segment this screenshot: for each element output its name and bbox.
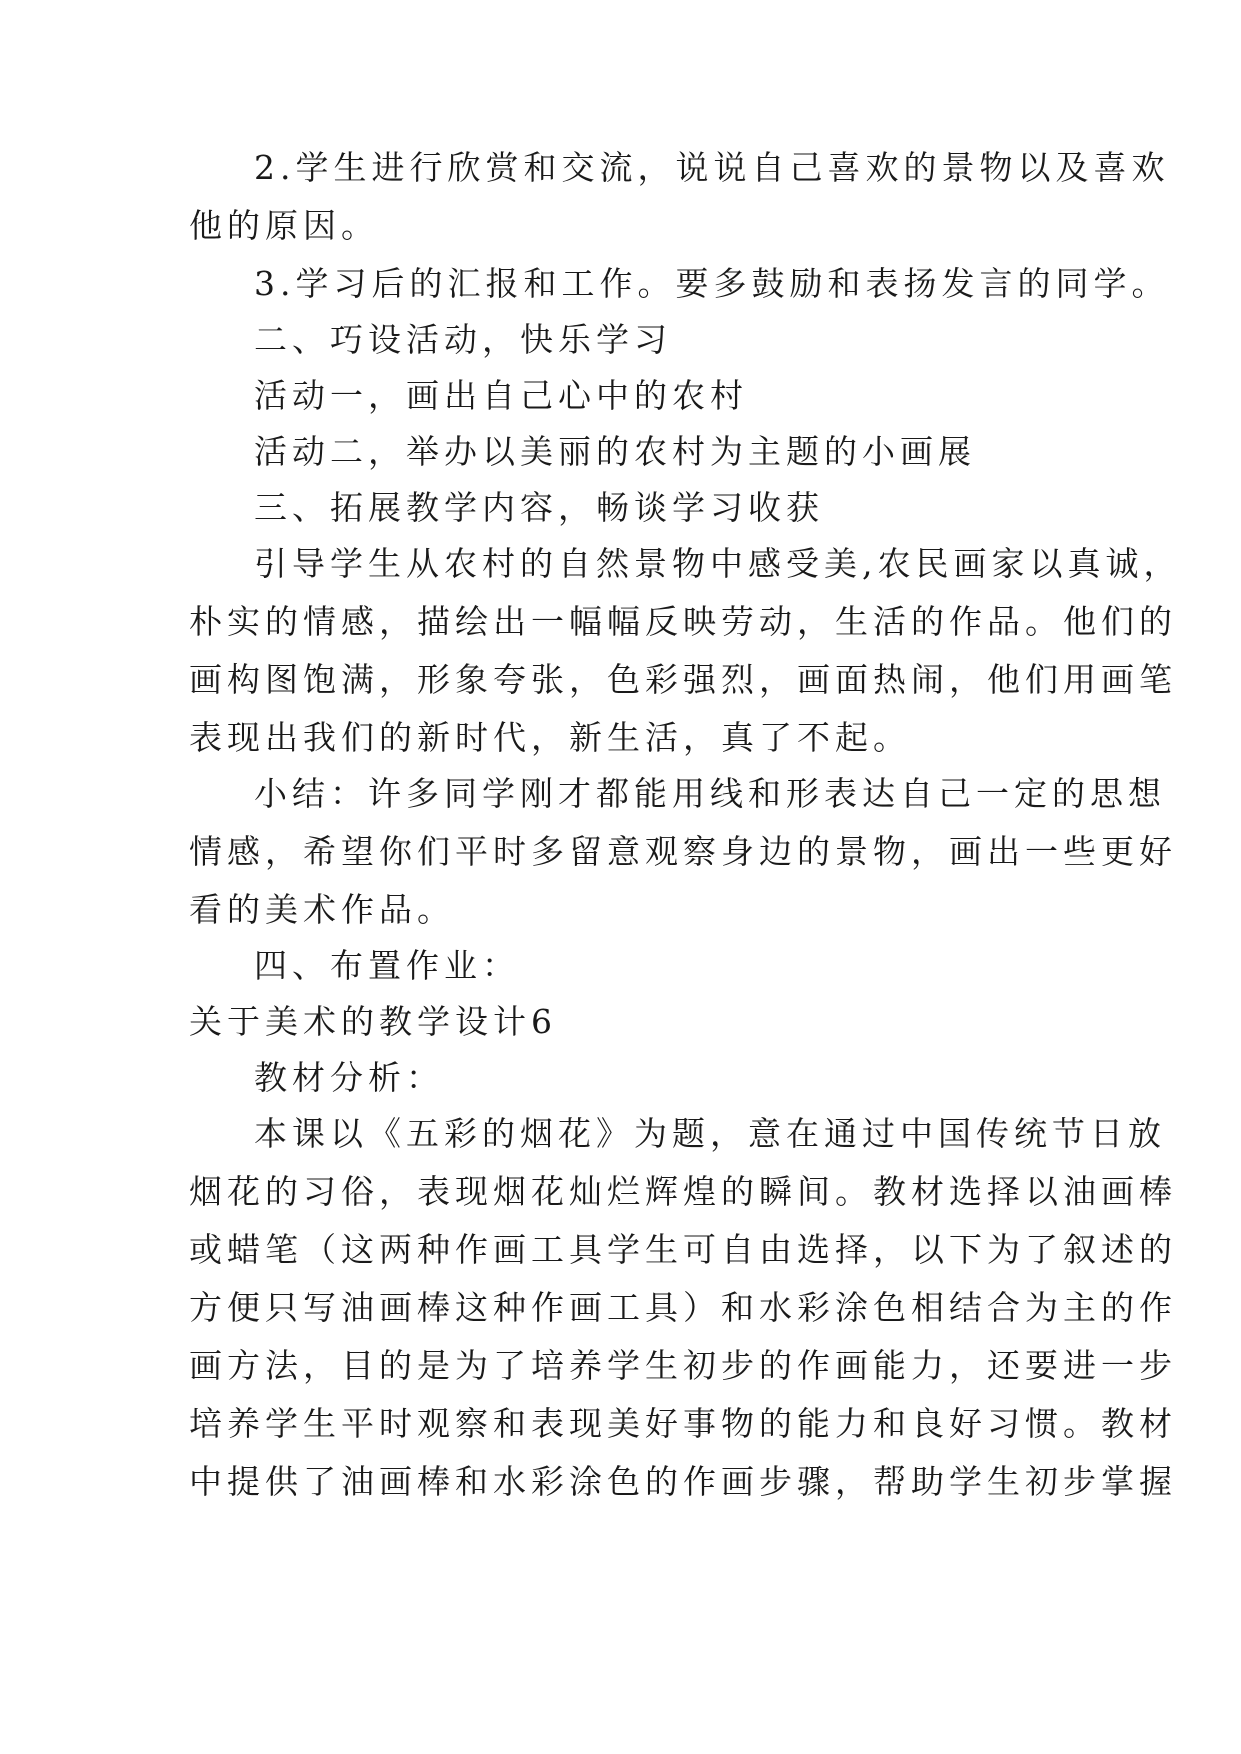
text-line: 表现出我们的新时代，新生活，真了不起。 xyxy=(189,718,911,757)
section-heading: 教材分析： xyxy=(254,1058,444,1097)
document-title: 关于美术的教学设计6 xyxy=(189,1002,557,1041)
section-heading: 四、布置作业： xyxy=(254,946,520,985)
section-heading: 三、拓展教学内容，畅谈学习收获 xyxy=(254,488,824,527)
text-line: 活动一，画出自己心中的农村 xyxy=(254,376,748,415)
text-line: 或蜡笔（这两种作画工具学生可自由选择，以下为了叙述的 xyxy=(189,1230,1177,1269)
text-line: 情感，希望你们平时多留意观察身边的景物，画出一些更好 xyxy=(189,832,1177,871)
text-line: 2.学生进行欣赏和交流，说说自己喜欢的景物以及喜欢 xyxy=(254,148,1170,187)
text-line: 中提供了油画棒和水彩涂色的作画步骤，帮助学生初步掌握 xyxy=(189,1462,1177,1501)
text-line: 活动二，举办以美丽的农村为主题的小画展 xyxy=(254,432,976,471)
text-line: 画构图饱满，形象夸张，色彩强烈，画面热闹，他们用画笔 xyxy=(189,660,1177,699)
text-line: 小结：许多同学刚才都能用线和形表达自己一定的思想 xyxy=(254,774,1166,813)
text-line: 画方法，目的是为了培养学生初步的作画能力，还要进一步 xyxy=(189,1346,1177,1385)
text-line: 方便只写油画棒这种作画工具）和水彩涂色相结合为主的作 xyxy=(189,1288,1177,1327)
section-heading: 二、巧设活动，快乐学习 xyxy=(254,320,672,359)
text-line: 他的原因。 xyxy=(189,206,379,245)
text-line: 本课以《五彩的烟花》为题，意在通过中国传统节日放 xyxy=(254,1114,1166,1153)
text-line: 培养学生平时观察和表现美好事物的能力和良好习惯。教材 xyxy=(189,1404,1177,1443)
text-line: 引导学生从农村的自然景物中感受美,农民画家以真诚， xyxy=(254,544,1182,583)
text-line: 朴实的情感，描绘出一幅幅反映劳动，生活的作品。他们的 xyxy=(189,602,1177,641)
text-line: 看的美术作品。 xyxy=(189,890,455,929)
text-line: 3.学习后的汇报和工作。要多鼓励和表扬发言的同学。 xyxy=(254,264,1170,303)
text-line: 烟花的习俗，表现烟花灿烂辉煌的瞬间。教材选择以油画棒 xyxy=(189,1172,1177,1211)
